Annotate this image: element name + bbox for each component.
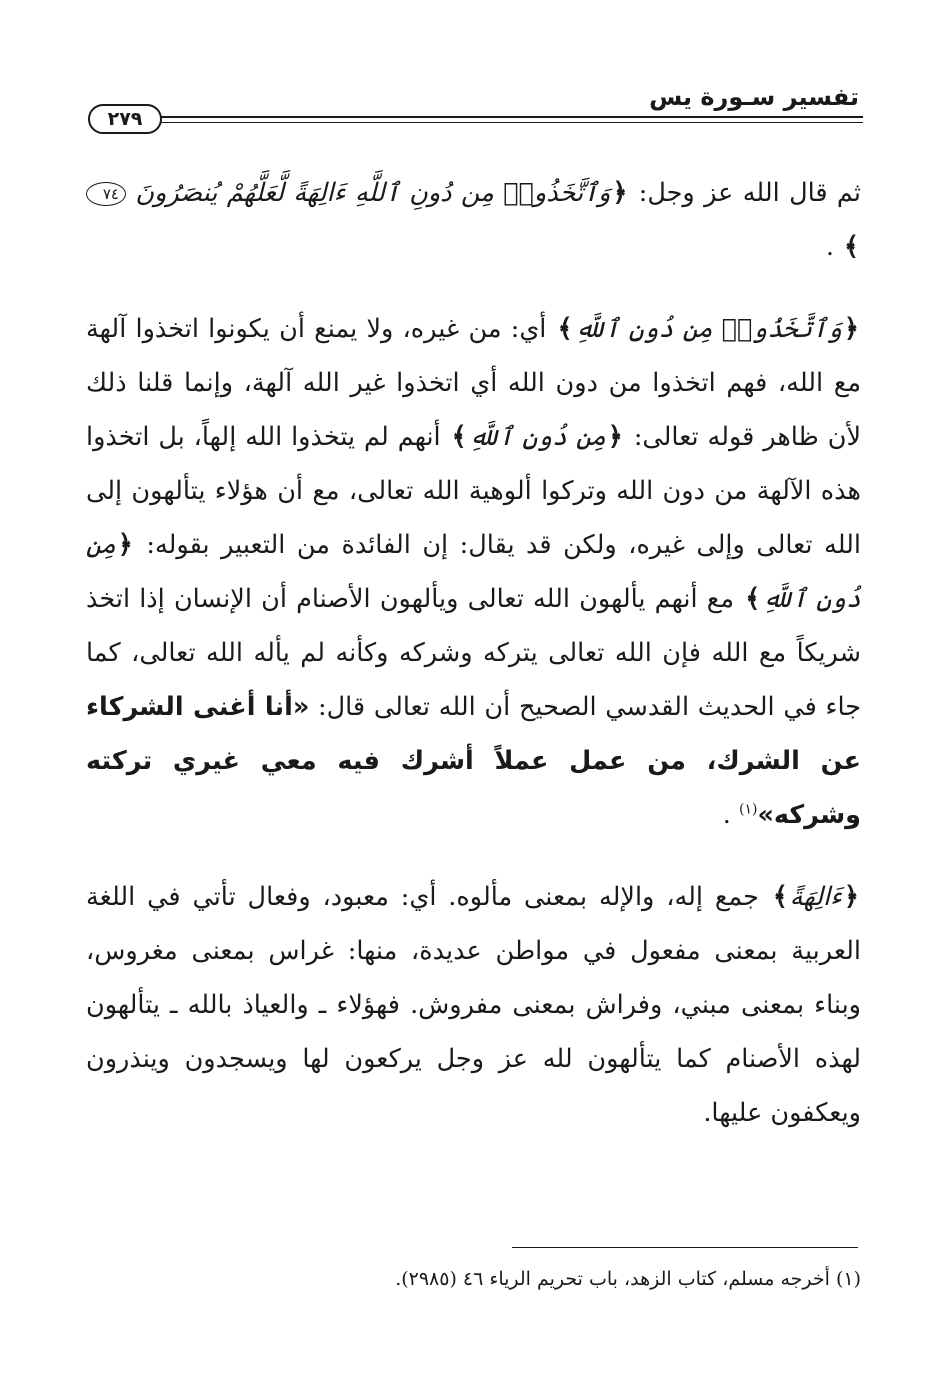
- definition-text: جمع إله، والإله بمعنى مألوه. أي: معبود، وفعال تأتي في اللغة العربية بمعنى مفعول في مواطن عديدة، منها: غراس بمعنى مغروس، وبناء بمعنى مبني، وفراش بمعنى مفروش. فهؤلاء ـ والعياذ بالله ـ يتألهون لهذه الأصنام كما يتألهون لله عز وجل يركعون لها ويسجدون وينذرون ويعكفون عليها.: [86, 882, 861, 1128]
- quote-text: وَٱتَّخَذُوا۟ مِن دُونِ ٱللَّهِ: [574, 314, 843, 344]
- commentary-text: أي: من غيره، ولا يمنع أن يكونوا اتخذوا آلهة مع الله، فهم اتخذوا من دون الله أي اتخذوا غير الله آلهة، وإنما قلنا ذلك لأن ظاهر قوله تعالى:: [86, 314, 862, 452]
- ornate-bracket-close: ﴾: [557, 314, 573, 344]
- quran-quote: [450, 422, 625, 452]
- ayah-number-marker: ٧٤: [86, 182, 126, 206]
- ornate-bracket-close: ﴾: [745, 584, 761, 614]
- ornate-bracket-close: ﴾: [844, 232, 859, 262]
- commentary-text: مع أنهم يألهون الله تعالى ويألهون الأصنام أن الإنسان إذا اتخذ شريكاً مع الله فإن الله تعالى يتركه وشركه وكأنه لم يأله الله تعالى، كما جاء في الحديث القدسي الصحيح أن الله تعالى قال:: [86, 584, 862, 722]
- footnote: [86, 1262, 861, 1296]
- ornate-bracket-open: ﴿: [117, 530, 133, 560]
- ornate-bracket-open: ﴿: [844, 314, 859, 344]
- header-rule-thin: [148, 122, 863, 123]
- quote-text: مِن دُونِ ٱللَّهِ: [86, 530, 861, 614]
- hadith-quote: «أنا أغنى الشركاء عن الشرك، من عمل عملاً أشرك فيه معي غيري تركته وشركه»: [86, 692, 861, 830]
- quran-quote: [556, 314, 861, 344]
- full-stop: .: [722, 800, 731, 830]
- footnote-reference[interactable]: (١): [738, 801, 758, 818]
- header-title: تفسير سـورة يس: [649, 83, 859, 111]
- paragraph-verse: [86, 166, 861, 274]
- running-header: [88, 82, 863, 142]
- quote-text: ءَالِهَةً: [789, 882, 843, 912]
- intro-text: ثم قال الله عز وجل:: [638, 178, 861, 208]
- quote-text: مِن دُونِ ٱللَّهِ: [468, 422, 606, 452]
- footnote-text: أخرجه مسلم، كتاب الزهد، باب تحريم الرياء ٤٦ (٢٩٨٥).: [395, 1268, 830, 1290]
- ornate-bracket-open: ﴿: [844, 882, 859, 912]
- ornate-bracket-open: ﴿: [607, 422, 623, 452]
- footnote-separator: [512, 1247, 858, 1248]
- paragraph-commentary: [86, 302, 861, 842]
- ornate-bracket-open: ﴿: [612, 178, 628, 208]
- quran-quote: [771, 882, 861, 912]
- full-stop: .: [825, 232, 834, 262]
- header-rule: [148, 116, 863, 118]
- verse-text: وَٱتَّخَذُوا۟ مِن دُونِ ٱللَّهِ ءَالِهَةً لَّعَلَّهُمْ يُنصَرُونَ: [135, 178, 611, 208]
- commentary-text: أنهم لم يتخذوا الله إلهاً، بل اتخذوا هذه الآلهة من دون الله وتركوا ألوهية الله تعالى، مع أن هؤلاء يتألهون إلى الله تعالى وإلى غيره، ولكن قد يقال: إن الفائدة من التعبير بقوله:: [86, 422, 862, 560]
- main-text: [86, 166, 861, 1140]
- ornate-bracket-close: ﴾: [772, 882, 788, 912]
- page-number: ٢٧٩: [88, 104, 162, 134]
- footnote-marker: (١): [835, 1268, 861, 1290]
- ornate-bracket-close: ﴾: [451, 422, 467, 452]
- paragraph-definition: [86, 870, 861, 1140]
